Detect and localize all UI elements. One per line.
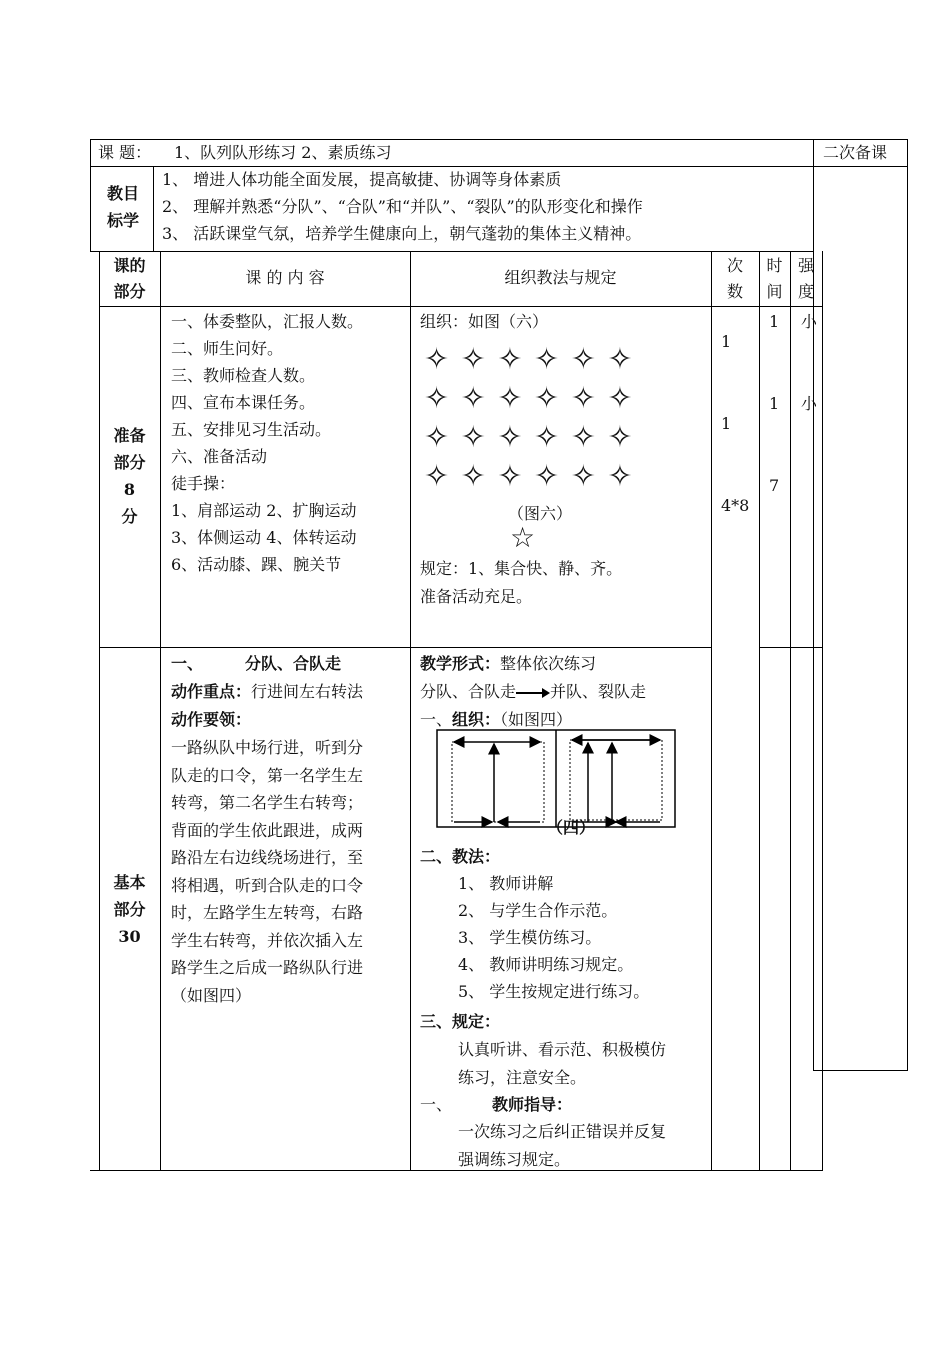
rule-heading: 三、规定： — [420, 1012, 501, 1031]
duration-value: 1 — [769, 394, 780, 413]
header-method: 组织教法与规定 — [504, 268, 617, 287]
prep-content: 一、体委整队，汇报人数。 二、师生问好。 三、教师检查人数。 四、宣布本课任务。 五、安排见习生活动。 六、准备活动 徒手操： 1、肩部运动 2、扩胸运动 3、体侧运动 4、体转运动 6、活动膝、踝、腕关节 — [171, 312, 364, 574]
teaching-form: 教学形式：整体依次练习 — [420, 654, 597, 673]
objectives-label: 教目 标学 — [106, 184, 139, 230]
header-times: 次 数 — [726, 256, 743, 301]
prep-rules-2: 准备活动充足。 — [420, 587, 533, 606]
objective-item: 1、 增进人体功能全面发展，提高敏捷、协调等身体素质 — [162, 170, 562, 189]
prep-rules: 规定：1、集合快、静、齐。 — [420, 559, 623, 578]
basic-title-num: 一、 — [171, 654, 204, 673]
diagram-caption: （四） — [547, 818, 596, 837]
formation-diagram — [424, 340, 634, 496]
arrow-right-icon — [516, 687, 550, 699]
lesson-title: 1、队列队形练习 2、素质练习 — [174, 143, 392, 162]
list-item: 5、 学生按规定进行练习。 — [458, 982, 650, 1001]
formation-row: ✧ ✧ ✧ ✧ ✧ ✧ — [424, 420, 634, 455]
figure-caption: （图六） — [508, 504, 573, 523]
list-item: 1、 教师讲解 — [458, 874, 554, 893]
times-value: 1 — [721, 414, 732, 433]
times-value: 1 — [721, 332, 732, 351]
intensity-value: 小 — [801, 312, 818, 331]
header-duration: 时 间 — [766, 256, 783, 301]
rule-text: 认真听讲、看示范、积极模仿 练习，注意安全。 — [458, 1040, 667, 1087]
formation-row: ✧ ✧ ✧ ✧ ✧ ✧ — [424, 459, 634, 494]
lesson-title-label: 课 题： — [98, 143, 152, 162]
list-item: 4、 教师讲明练习规定。 — [458, 955, 634, 974]
header-intensity: 强 度 — [797, 256, 814, 301]
times-value: 4*8 — [721, 496, 750, 515]
basic-section-label: 基本 部分 30 — [113, 873, 146, 946]
prep-section-label: 准备 部分 8 分 — [113, 426, 146, 526]
objective-item: 3、 活跃课堂气氛，培养学生健康向上，朝气蓬勃的集体主义精神。 — [162, 224, 642, 243]
prep-org-title: 组织：如图（六） — [420, 312, 549, 331]
formation-row: ✧ ✧ ✧ ✧ ✧ ✧ — [424, 381, 634, 416]
sequence-text: 分队、合队走 并队、裂队走 — [420, 682, 647, 701]
guide-heading: 一、 教师指导： — [420, 1095, 573, 1114]
essentials-label: 动作要领： — [171, 710, 252, 729]
objectives-list — [162, 166, 643, 247]
backup-note: 二次备课 — [823, 143, 888, 162]
list-item: 3、 学生模仿练习。 — [458, 928, 602, 947]
formation-row: ✧ ✧ ✧ ✧ ✧ ✧ — [424, 342, 634, 377]
essentials-text: 一路纵队中场行进，听到分 队走的口令，第一名学生左 转弯，第二名学生右转弯； 背面的学生依此跟进，成两 路沿左右边线绕场进行，至 将相遇，听到合队走的口令 时，左路学生左转弯，右路 学生右转弯，并依次插入左 路学生之后成一路纵队行进 （如图四） — [171, 738, 364, 1005]
teacher-star-icon: ☆ — [510, 521, 536, 554]
key-point: 动作重点：行进间左右转法 — [171, 682, 364, 701]
header-section: 课的 部分 — [113, 256, 146, 301]
duration-value: 7 — [769, 476, 780, 495]
header-content: 课 的 内 容 — [245, 268, 325, 287]
org-line: 一、组织：（如图四） — [420, 710, 573, 729]
method-list — [458, 870, 649, 1005]
basic-title: 分队、合队走 — [245, 654, 342, 673]
guide-text: 一次练习之后纠正错误并反复 强调练习规定。 — [458, 1122, 667, 1169]
duration-value: 1 — [769, 312, 780, 331]
intensity-value: 小 — [801, 394, 818, 413]
list-item: 2、 与学生合作示范。 — [458, 901, 618, 920]
method-heading: 二、教法： — [420, 847, 501, 866]
objective-item: 2、 理解并熟悉“分队”、“合队”和“并队”、“裂队”的队形变化和操作 — [162, 197, 643, 216]
